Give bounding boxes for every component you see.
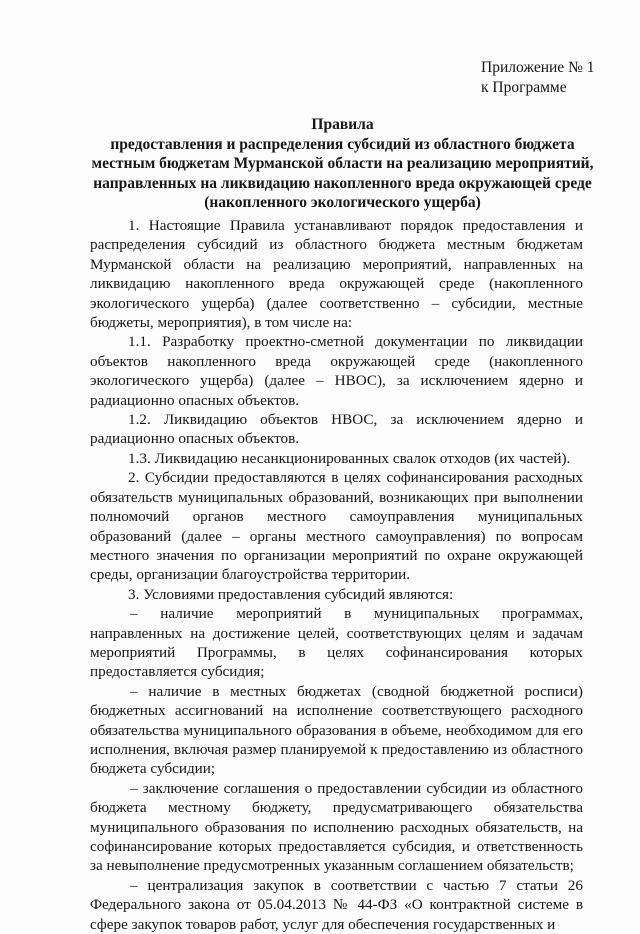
title-line-4: направленных на ликвидацию накопленного вреда окружающей среде (93, 174, 592, 192)
paragraph-1-2: 1.2. Ликвидацию объектов НВОС, за исключением ядерно и радиационно опасных объектов. (90, 411, 583, 448)
paragraph-2: 2. Субсидии предоставляются в целях софинансирования расходных обязательств муниципальных образований, возникающих при выполнении полномочий органов местного самоуправления муниципальных образований (далее – органы местного самоуправления) по вопросам местного значения по организации мероприятий по охране окружающей среды, организации благоустройства территории. (90, 469, 583, 584)
document-body (90, 216, 583, 934)
condition-item-3: – заключение соглашения о предоставлении субсидии из областного бюджета местному бюджету, предусматривающего обязательства муниципального образования по исполнению расходных обязательств, на софинансирование которых предоставляется субсидия, и ответственность за невыполнение предусмотренных указанным соглашением обязательств; (90, 779, 583, 875)
paragraph-1-3: 1.3. Ликвидацию несанкционированных свалок отходов (их частей). (128, 449, 571, 467)
title-line-3: местным бюджетам Мурманской области на реализацию мероприятий, (91, 155, 594, 172)
condition-item-1: – наличие мероприятий в муниципальных программах, направленных на достижение целей, соответствующих целям и задачам мероприятий Программы, в целях софинансирования которых предоставляется субсидия; (90, 605, 583, 681)
title-line-1: Правила (311, 116, 374, 133)
paragraph-1: 1. Настоящие Правила устанавливают порядок предоставления и распределения субсидий из областного бюджета местным бюджетам Мурманской области на реализацию мероприятий, направленных на ликвидацию накопленного вреда окружающей среде (накопленного экологического ущерба) (далее соответственно – субсидии, местные бюджеты, мероприятия), в том числе на: (90, 217, 583, 332)
paragraph-1-1: 1.1. Разработку проектно-сметной документации по ликвидации объектов накопленного вреда окружающей среде (накопленного экологического ущерба) (далее – НВОС), за исключением ядерно и радиационно опасных объектов. (90, 333, 583, 409)
title-line-2: предоставления и распределения субсидий из областного бюджета (110, 135, 575, 153)
document-title (90, 115, 595, 213)
title-line-5: (накопленного экологического ущерба) (204, 194, 481, 211)
appendix-number: Приложение № 1 (481, 59, 595, 76)
paragraph-3: 3. Условиями предоставления субсидий являются: (128, 585, 454, 603)
condition-item-2: – наличие в местных бюджетах (сводной бюджетной росписи) бюджетных ассигнований на исполнение соответствующего расходного обязательства муниципального образования в объеме, необходимом для его исполнения, включая размер планируемой к предоставлению из областного бюджета субсидии; (90, 682, 583, 778)
appendix-label (481, 58, 594, 98)
appendix-reference: к Программе (481, 79, 567, 96)
condition-item-4: – централизация закупок в соответствии с частью 7 статьи 26 Федерального закона от 05.04.2013 № 44-ФЗ «О контрактной системе в сфере закупок товаров работ, услуг для обеспечения государственных и (90, 876, 583, 933)
